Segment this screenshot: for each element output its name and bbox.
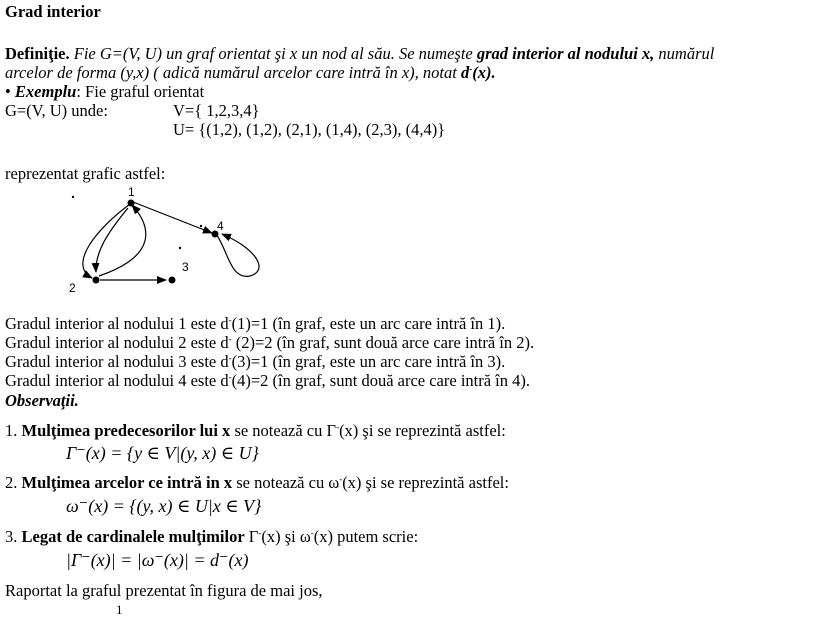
node-label-3: 3	[182, 260, 189, 274]
definition-notation: d	[460, 63, 470, 82]
footer-text: Raportat la graful prezentat în figura de mai jos,	[5, 581, 323, 600]
vertex-set: V={ 1,2,3,4}	[173, 101, 260, 120]
definition-line-2: arcelor de forma (y,x) ( adică numărul arcelor care intră în x), notat d-(x).	[5, 63, 496, 82]
observations-heading: Observaţii.	[5, 391, 79, 410]
node-label-4: 4	[217, 219, 224, 233]
footer-node-label: 1	[116, 602, 123, 617]
node-label-2: 2	[69, 281, 76, 295]
page-title: Grad interior	[5, 2, 101, 21]
definition-label: Definiţie.	[5, 44, 70, 63]
definition-term: grad interior al nodului x,	[476, 44, 655, 63]
arc-set: U= {(1,2), (1,2), (2,1), (1,4), (2,3), (4,4)}	[173, 120, 446, 139]
observation-1: 1. Mulţimea predecesorilor lui x se notează cu Γ-(x) şi se reprezintă astfel:	[5, 421, 506, 440]
observation-2: 2. Mulţimea arcelor ce intră in x se notează cu ω-(x) şi se reprezintă astfel:	[5, 473, 509, 492]
edge-4-4-loop	[216, 234, 259, 276]
degree-line-4: Gradul interior al nodului 4 este d-(4)=2 (în graf, sunt două arce care intră în 4).	[5, 371, 531, 390]
degree-line-3: Gradul interior al nodului 3 este d-(3)=1 (în graf, este un arc care intră în 3).	[5, 352, 506, 371]
example-line: • Exemplu: Fie graful orientat	[5, 82, 205, 101]
node-1	[128, 200, 135, 207]
formula-incoming-arcs: ω⁻(x) = {(y, x) ∈ U|x ∈ V}	[66, 496, 262, 516]
represented-text: reprezentat grafic astfel:	[5, 164, 166, 183]
example-label: Exemplu	[14, 82, 77, 101]
formula-predecessors: Γ⁻(x) = {y ∈ V|(y, x) ∈ U}	[66, 443, 259, 463]
definition-line-1: Definiţie. Fie G=(V, U) un graf orientat şi x un nod al său. Se numeşte grad interior al nodului x, numărul	[5, 44, 715, 63]
node-3	[169, 277, 176, 284]
observation-3: 3. Legat de cardinalele mulţimilor Γ-(x) şi ω-(x) putem scrie:	[5, 527, 419, 546]
formula-cardinality: |Γ⁻(x)| = |ω⁻(x)| = d⁻(x)	[66, 550, 249, 570]
degree-line-1: Gradul interior al nodului 1 este d-(1)=1 (în graf, este un arc care intră în 1).	[5, 314, 506, 333]
edge-1-2-inner	[96, 208, 128, 272]
node-label-1: 1	[128, 185, 135, 199]
graph-definition: G=(V, U) unde:	[5, 101, 108, 120]
node-2	[93, 277, 100, 284]
degree-line-2: Gradul interior al nodului 2 este d- (2)=2 (în graf, sunt două arce care intră în 2).	[5, 333, 535, 352]
